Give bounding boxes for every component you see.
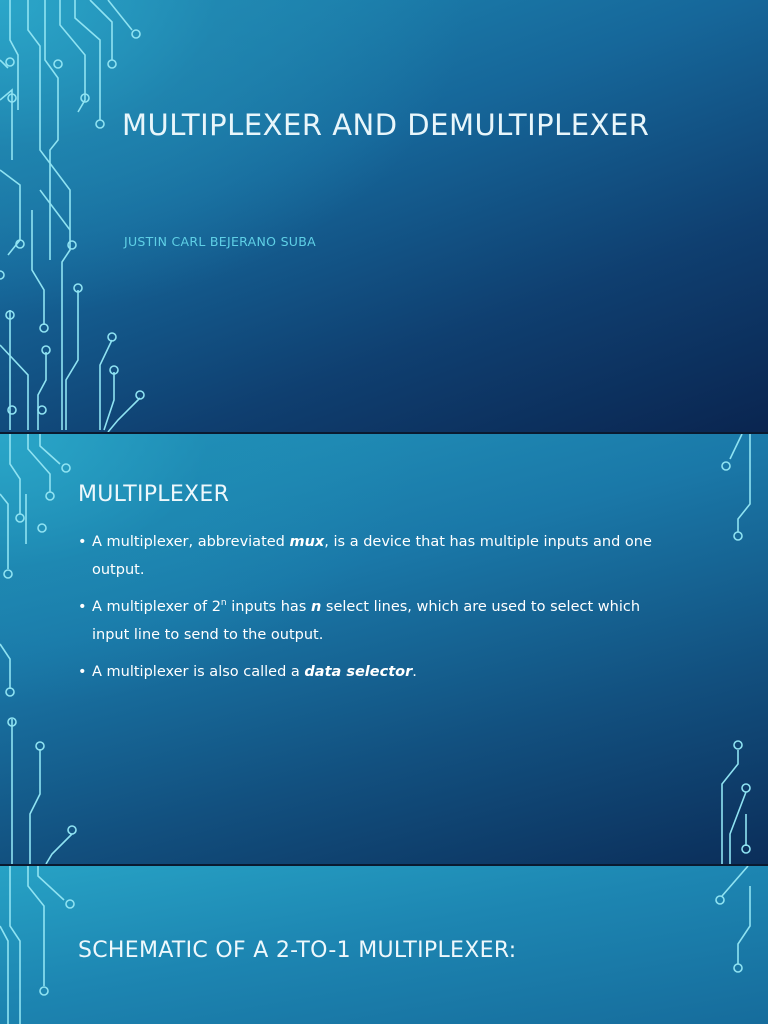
presenter-name: JUSTIN CARL BEJERANO SUBA (124, 234, 316, 249)
circuit-pattern-right-icon (700, 866, 768, 1024)
bullet-marker: • (78, 664, 87, 680)
slide-heading: SCHEMATIC OF A 2-TO-1 MULTIPLEXER: (78, 938, 517, 963)
slide-heading: MULTIPLEXER (78, 482, 230, 507)
multiplexer-slide (0, 434, 768, 864)
bullet-item: • A multiplexer is also called a data selector. (78, 658, 678, 686)
presentation-title: MULTIPLEXER AND DEMULTIPLEXER (122, 108, 650, 142)
bullet-item: • A multiplexer of 2$^n$ inputs has n select lines, which are used to select which input line to send to the output. (78, 593, 678, 649)
schematic-slide (0, 866, 768, 1024)
circuit-pattern-right-icon (700, 434, 768, 864)
bullet-marker: • (78, 599, 87, 615)
term-mux: mux (289, 534, 325, 550)
circuit-pattern-left-icon (0, 866, 90, 1024)
title-slide (0, 0, 768, 432)
bullet-item: • A multiplexer, abbreviated mux, is a device that has multiple inputs and one output. (78, 528, 678, 584)
superscript-n: n (220, 598, 227, 609)
circuit-pattern-left-icon (0, 434, 90, 864)
bullet-marker: • (78, 534, 87, 550)
term-data-selector: data selector (304, 664, 413, 680)
term-n: n (310, 599, 322, 615)
bullet-list (78, 528, 678, 695)
circuit-pattern-left-icon (0, 0, 170, 432)
